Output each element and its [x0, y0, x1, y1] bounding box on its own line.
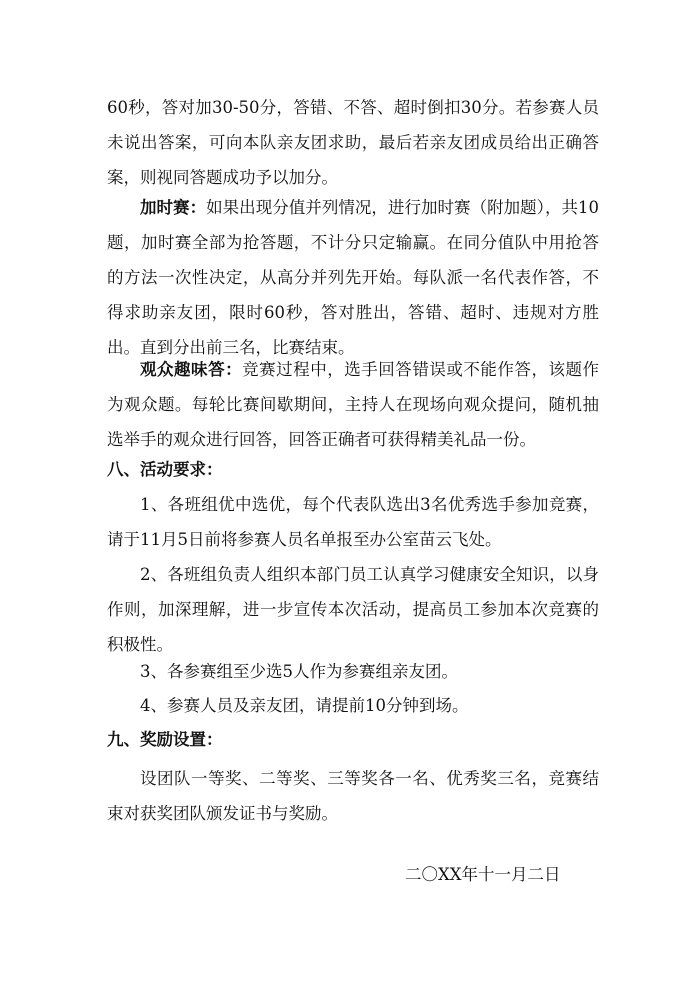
audience-paragraph [107, 352, 599, 457]
requirement-item: 2、各班组负责人组织本部门员工认真学习健康安全知识，以身作则，加深理解，进一步宣传本次活动，提高员工参加本次竞赛的积极性。 [107, 565, 599, 654]
section9-heading: 九、奖励设置： [107, 730, 223, 749]
audience-text: 竞赛过程中，选手回答错误或不能作答，该题作为观众题。每轮比赛间歇期间，主持人在现场向观众提问，随机抽选举手的观众进行回答，回答正确者可获得精美礼品一份。 [107, 360, 600, 449]
requirement-item: 3、各参赛组至少选5人作为参赛组亲友团。 [140, 662, 458, 681]
award-paragraph: 设团队一等奖、二等奖、三等奖各一名、优秀奖三名，竞赛结束对获奖团队颁发证书与奖励。 [107, 769, 599, 823]
requirement-item: 1、各班组优中选优，每个代表队选出3名优秀选手参加竞赛，请于11月5日前将参赛人员名单报至办公室苗云飞处。 [107, 495, 599, 549]
audience-label: 观众趣味答： [140, 360, 243, 379]
scoring-paragraph: 60秒，答对加30-50分，答错、不答、超时倒扣30分。若参赛人员未说出答案，可向本队亲友团求助，最后若亲友团成员给出正确答案，则视同答题成功予以加分。 [107, 98, 599, 187]
requirement-item: 4、参赛人员及亲友团，请提前10分钟到场。 [140, 696, 469, 715]
document-date: 二〇XX年十一月二日 [405, 865, 561, 884]
overtime-paragraph [107, 190, 599, 365]
overtime-label: 加时赛： [140, 198, 207, 217]
overtime-text: 如果出现分值并列情况，进行加时赛（附加题），共10题，加时赛全部为抢答题，不计分只定输赢。在同分值队中用抢答的方法一次性决定，从高分并列先开始。每队派一名代表作答，不得求助亲友团，限时60秒，答对胜出，答错、超时、违规对方胜出。直到分出前三名，比赛结束。 [107, 198, 600, 357]
section8-heading: 八、活动要求： [107, 460, 223, 479]
